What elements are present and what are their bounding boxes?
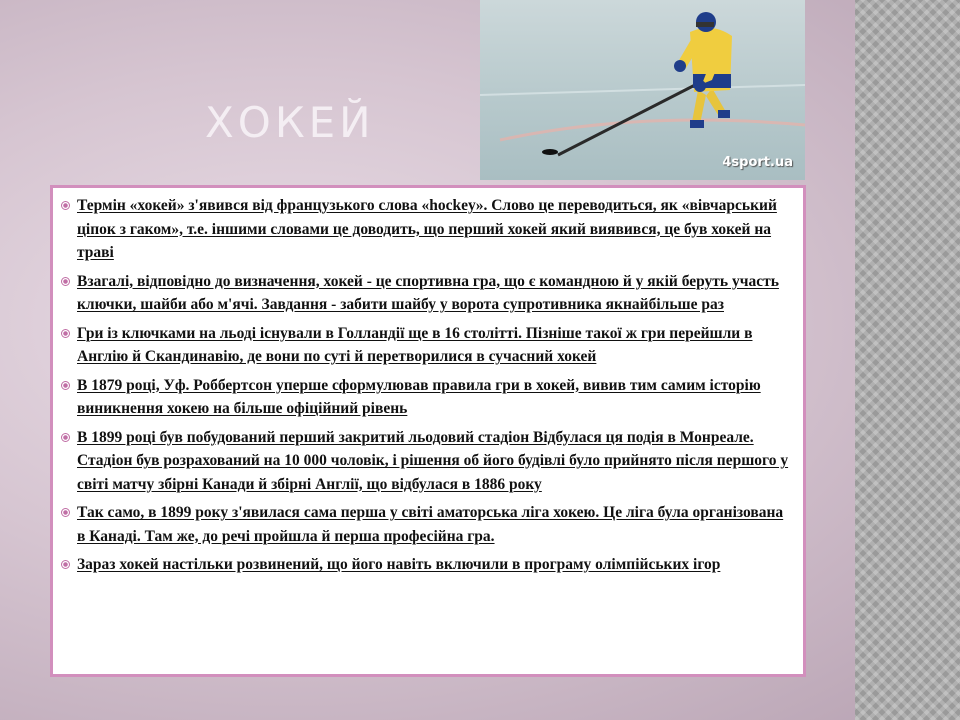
bullet-circle-icon — [61, 277, 70, 286]
list-item — [61, 374, 795, 421]
bullet-circle-icon — [61, 381, 70, 390]
bullet-text: Взагалі, відповідно до визначення, хокей - це спортивна гра, що є командною й у якій беруть участь ключки, шайби або м'ячі. Завдання - забити шайбу у ворота супротивника якнайбільше раз — [77, 272, 779, 313]
list-item — [61, 270, 795, 317]
hockey-player-image — [480, 0, 805, 180]
bullet-circle-icon — [61, 560, 70, 569]
bullet-text: В 1899 році був побудований перший закритий льодовий стадіон Відбулася ця подія в Монреале. Стадіон був розрахований на 10 000 чоловік, і рішення об його будівлі було прийнято після першого у світі матчу збірні Канади й збірні Англії, що відбулася в 1886 року — [77, 428, 789, 493]
bullet-text: В 1879 році, Уф. Роббертсон уперше сформулював правила гри в хокей, вивив тим самим історію виникнення хокею на більше офіційний рівень — [77, 376, 761, 417]
bullet-text: Зараз хокей настільки розвинений, що його навіть включили в програму олімпійських ігор — [77, 556, 721, 573]
bullet-text: Так само, в 1899 року з'явилася сама перша у світі аматорська ліга хокею. Це ліга була організована в Канаді. Там же, до речі пройшла й перша професійна гра. — [77, 504, 784, 545]
list-item — [61, 322, 795, 369]
watermark-text: 4sport.ua — [722, 155, 793, 170]
bullet-circle-icon — [61, 329, 70, 338]
bullet-circle-icon — [61, 201, 70, 210]
bullet-circle-icon — [61, 433, 70, 442]
bullet-list — [53, 188, 803, 577]
list-item — [61, 426, 795, 497]
bullet-text: Термін «хокей» з'явився від французького слова «hockey». Слово це переводиться, як «вівчарський ціпок з гаком», т.е. іншими словами це доводить, що перший хокей який виявився, це був хокей на траві — [77, 197, 777, 261]
decorative-pattern-strip — [855, 0, 960, 720]
hockey-photo — [480, 0, 805, 180]
list-item — [61, 194, 795, 265]
bullet-circle-icon — [61, 508, 70, 517]
slide-title: ХОКЕЙ — [205, 98, 375, 147]
content-box — [50, 185, 806, 677]
bullet-text: Гри із ключками на льоді існували в Голландії ще в 16 столітті. Пізніше такої ж гри перейшли в Англію й Скандинавію, де вони по суті й перетворилися в сучасний хокей — [77, 324, 753, 365]
list-item — [61, 553, 795, 577]
list-item — [61, 501, 795, 548]
